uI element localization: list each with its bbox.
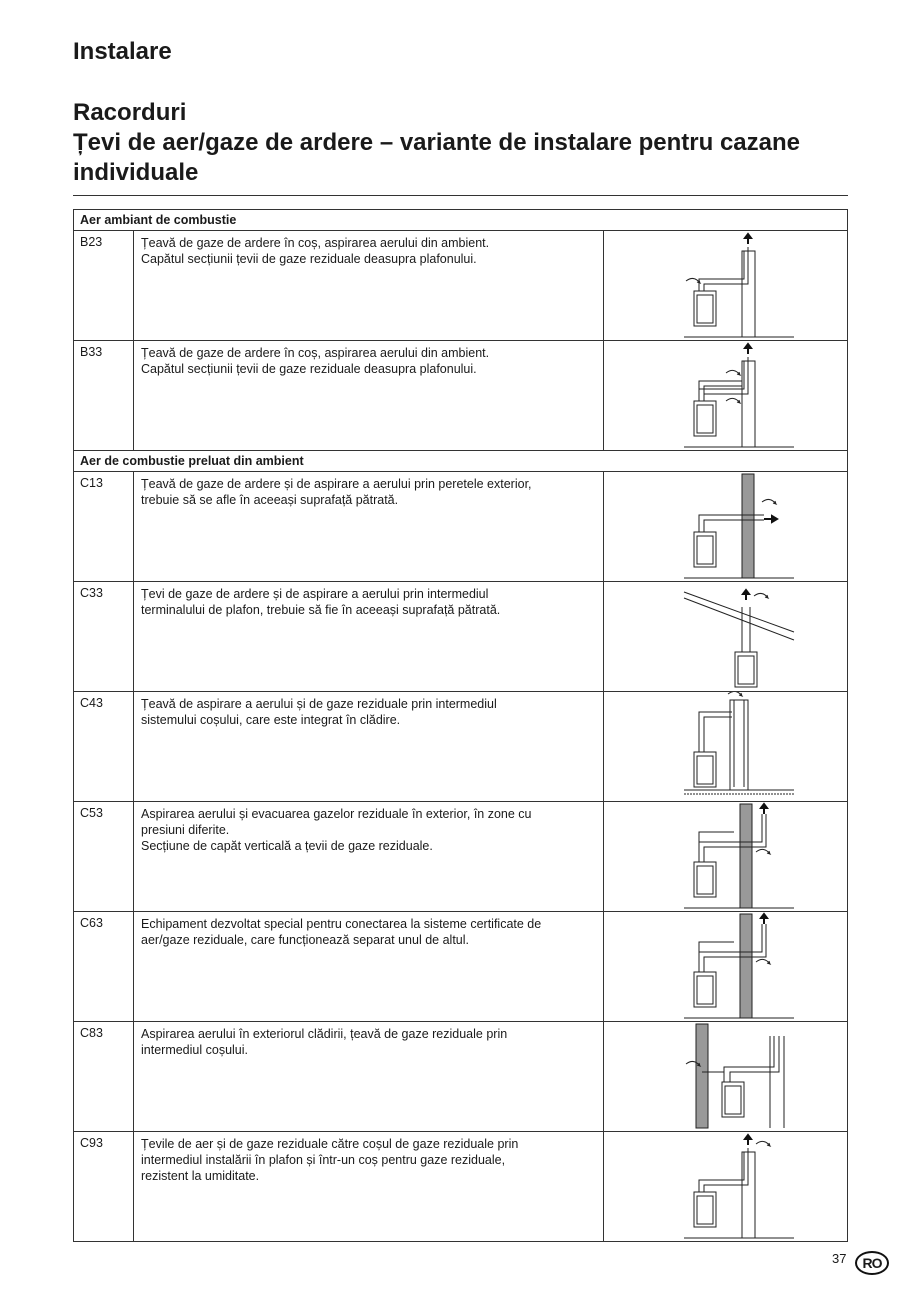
description-line: Aspirarea aerului și evacuarea gazelor reziduale în exterior, în zone cu — [141, 807, 532, 821]
installation-diagram — [604, 912, 847, 1021]
description-line: presiuni diferite. — [141, 823, 230, 837]
diagram-cell — [604, 1022, 848, 1132]
installation-diagram — [604, 231, 847, 340]
variant-description — [134, 231, 604, 341]
flue-arrow-icon — [764, 516, 777, 522]
diagram-cell — [604, 472, 848, 582]
installation-diagram — [604, 341, 847, 450]
diagram-cell — [604, 582, 848, 692]
description-line: Țevi de gaze de ardere și de aspirare a aerului prin intermediul — [141, 587, 489, 601]
diagram-cell — [604, 912, 848, 1022]
variant-description — [134, 1022, 604, 1132]
variant-code: C43 — [74, 692, 134, 802]
diagram-cell — [604, 802, 848, 912]
description-line: sistemului coșului, care este integrat în clădire. — [141, 713, 401, 727]
description-line: intermediul instalării în plafon și într-un coș pentru gaze reziduale, — [141, 1153, 506, 1167]
boiler-icon — [722, 1082, 744, 1117]
description-line: Țeavă de aspirare a aerului și de gaze reziduale prin intermediul — [141, 697, 497, 711]
table-row — [74, 692, 848, 802]
diagram-cell — [604, 692, 848, 802]
variant-code: B33 — [74, 341, 134, 451]
divider — [73, 195, 848, 196]
boiler-icon — [694, 401, 716, 436]
air-flow-icon — [756, 849, 770, 854]
variant-code: B23 — [74, 231, 134, 341]
air-flow-icon — [762, 499, 776, 504]
boiler-icon — [735, 652, 757, 687]
description-line: Capătul secțiunii țevii de gaze reziduale deasupra plafonului. — [141, 362, 477, 376]
description-line: trebuie să se afle în aceeași suprafață pătrată. — [141, 493, 399, 507]
description-line: terminalului de plafon, trebuie să fie în aceeași suprafață pătrată. — [141, 603, 501, 617]
variant-code: C53 — [74, 802, 134, 912]
roof-line — [684, 592, 794, 640]
description-line: intermediul coșului. — [141, 1043, 248, 1057]
variant-code: C33 — [74, 582, 134, 692]
installation-diagram — [604, 1022, 847, 1131]
table-row — [74, 582, 848, 692]
installation-diagram — [604, 692, 847, 801]
page-number: 37 — [832, 1251, 847, 1266]
variant-code: C63 — [74, 912, 134, 1022]
air-flow-icon — [756, 959, 770, 964]
flue-arrow-icon — [743, 590, 749, 600]
variant-code: C93 — [74, 1132, 134, 1242]
language-badge: RO — [855, 1251, 889, 1275]
variant-description — [134, 802, 604, 912]
section-heading-ambient-air: Aer ambiant de combustie — [74, 210, 848, 231]
variant-description — [134, 1132, 604, 1242]
air-flow-icon — [754, 593, 768, 598]
diagram-cell — [604, 1132, 848, 1242]
air-flow-icon — [756, 1141, 770, 1146]
flue-arrow-icon — [745, 344, 751, 354]
description-line: Țeavă de gaze de ardere în coș, aspirarea aerului din ambient. — [141, 346, 490, 360]
air-flow-icon — [728, 692, 742, 696]
variant-code: C13 — [74, 472, 134, 582]
air-flow-icon — [726, 370, 740, 375]
air-flow-icon — [726, 398, 740, 403]
variant-description — [134, 692, 604, 802]
section-row — [74, 210, 848, 231]
boiler-icon — [694, 862, 716, 897]
variant-description — [134, 472, 604, 582]
flue-arrow-icon — [745, 234, 751, 244]
description-line: Țeavă de gaze de ardere și de aspirare a aerului prin peretele exterior, — [141, 477, 532, 491]
description-line: Echipament dezvoltat special pentru conectarea la sisteme certificate de — [141, 917, 542, 931]
installation-diagram — [604, 802, 847, 911]
installation-diagram — [604, 472, 847, 581]
variant-description — [134, 341, 604, 451]
boiler-icon — [694, 291, 716, 326]
boiler-icon — [694, 752, 716, 787]
flue-arrow-icon — [761, 914, 767, 924]
diagram-cell — [604, 341, 848, 451]
installation-diagram — [604, 582, 847, 691]
description-line: Aspirarea aerului în exteriorul clădirii, țeavă de gaze reziduale prin — [141, 1027, 508, 1041]
diagram-cell — [604, 231, 848, 341]
title-line-2: Țevi de aer/gaze de ardere – variante de instalare pentru cazane individuale — [73, 129, 800, 186]
flue-arrow-icon — [745, 1135, 751, 1145]
air-flow-icon — [686, 278, 700, 283]
table-row — [74, 1132, 848, 1242]
description-line: Țeavă de gaze de ardere în coș, aspirarea aerului din ambient. — [141, 236, 490, 250]
table-row — [74, 1022, 848, 1132]
installation-variants-table — [73, 209, 848, 1242]
page-title — [73, 98, 853, 188]
boiler-icon — [694, 1192, 716, 1227]
description-line: rezistent la umiditate. — [141, 1169, 260, 1183]
section-row — [74, 451, 848, 472]
table-row — [74, 912, 848, 1022]
installation-diagram — [604, 1132, 847, 1241]
flue-arrow-icon — [761, 804, 767, 814]
variant-description — [134, 912, 604, 1022]
title-line-1: Racorduri — [73, 99, 187, 126]
boiler-icon — [694, 532, 716, 567]
description-line: Țevile de aer și de gaze reziduale către coșul de gaze reziduale prin — [141, 1137, 519, 1151]
section-heading-room-air: Aer de combustie preluat din ambient — [74, 451, 848, 472]
table-row — [74, 231, 848, 341]
table-row — [74, 341, 848, 451]
boiler-icon — [694, 972, 716, 1007]
description-line: aer/gaze reziduale, care funcționează separat unul de altul. — [141, 933, 469, 947]
variant-code: C83 — [74, 1022, 134, 1132]
variant-description — [134, 582, 604, 692]
section-heading: Instalare — [73, 38, 172, 65]
description-line: Secțiune de capăt verticală a țevii de gaze reziduale. — [141, 839, 433, 853]
table-row — [74, 472, 848, 582]
description-line: Capătul secțiunii țevii de gaze reziduale deasupra plafonului. — [141, 252, 477, 266]
table-row — [74, 802, 848, 912]
